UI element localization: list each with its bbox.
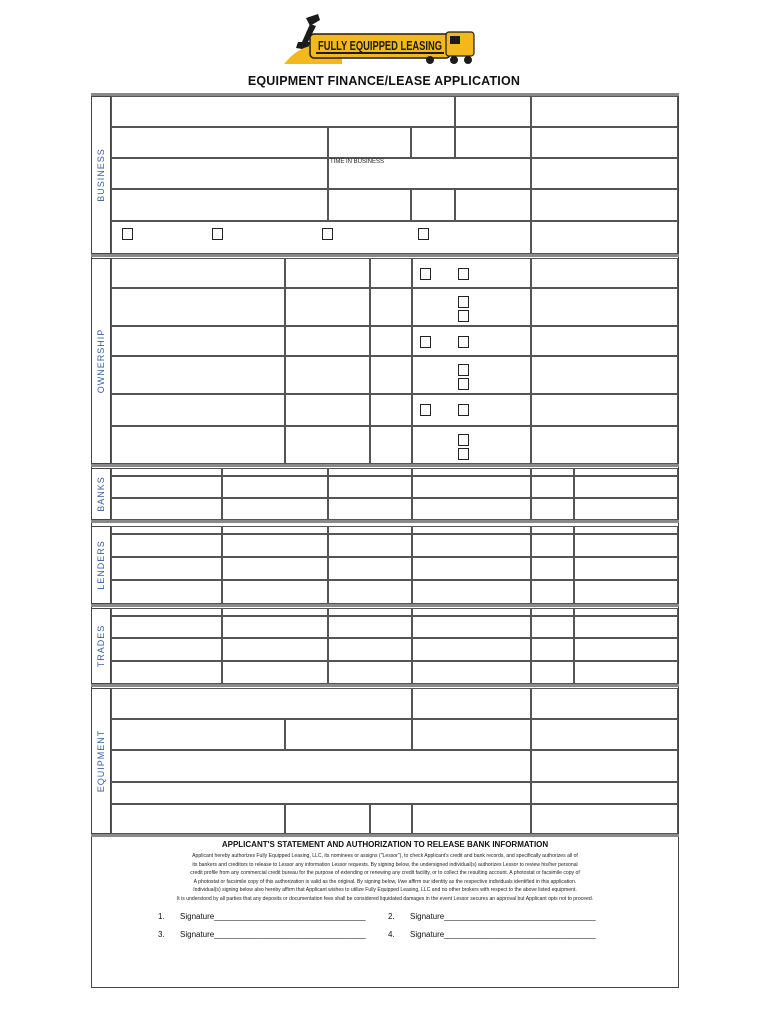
bank-field[interactable] [531,476,574,498]
bank-field[interactable] [222,476,328,498]
equipment-field[interactable] [531,719,678,750]
business-field[interactable] [455,189,531,221]
business-field[interactable] [531,158,678,189]
owner-title-field[interactable] [285,394,370,426]
trade-field[interactable] [328,616,412,638]
owner-field[interactable] [370,356,412,394]
owner-field[interactable] [531,356,678,394]
trade-field[interactable] [531,608,574,616]
lender-field[interactable] [111,526,222,534]
owner-yes-checkbox[interactable] [420,268,431,280]
trade-field[interactable] [412,661,531,684]
section-divider [91,834,679,837]
equipment-field[interactable] [531,782,678,804]
equipment-field[interactable] [531,804,678,834]
trade-field[interactable] [111,608,222,616]
trade-field[interactable] [328,638,412,661]
logo-wordmark: FULLY EQUIPPED LEASING [318,38,442,53]
equipment-field[interactable] [285,719,412,750]
bank-field[interactable] [111,476,222,498]
owner-field[interactable] [531,258,678,288]
equipment-field[interactable] [111,804,285,834]
form-title: EQUIPMENT FINANCE/LEASE APPLICATION [247,74,521,88]
statement-line: credit profile from any commercial credit bureau for the purpose of extending or renewing any credit facility, or to collect the resulting account. A photostat or facsimile copy of [190,870,580,877]
bank-field[interactable] [111,498,222,520]
business-field[interactable] [531,189,678,221]
equipment-field[interactable] [412,719,531,750]
section-divider [91,520,679,523]
bank-field[interactable] [531,498,574,520]
business-type-checkbox[interactable] [322,228,333,240]
statement-title: APPLICANT'S STATEMENT AND AUTHORIZATION TO RELEASE BANK INFORMATION [221,840,549,849]
statement-line: its bankers and creditors to release to Lessor any information Lessor requests. By signing below, the undersigned individual(s) authorizes Lessor to review his/her personal [192,861,578,868]
business-field[interactable] [411,189,455,221]
section-label-equipment: EQUIPMENT [96,729,106,793]
statement-line: Individual(s) signing below also hereby affirm that Applicant wishes to utilize Fully Equipped Leasing, LLC and no other brokers with respect to the above listed equipment. [193,887,577,894]
lender-field[interactable] [222,557,328,580]
bank-field[interactable] [412,476,531,498]
bank-field[interactable] [111,468,222,476]
owner-no-checkbox[interactable] [458,336,469,348]
lender-field[interactable] [531,534,574,557]
owner-field[interactable] [412,356,531,394]
trade-field[interactable] [412,638,531,661]
trade-field[interactable] [531,616,574,638]
lender-field[interactable] [222,526,328,534]
section-label-banks: BANKS [96,476,106,512]
owner-title-field[interactable] [285,258,370,288]
bank-field[interactable] [531,468,574,476]
owner-field[interactable] [412,426,531,464]
equipment-field[interactable] [111,782,531,804]
trade-field[interactable] [111,616,222,638]
business-type-checkbox[interactable] [122,228,133,240]
signature-line-2[interactable]: 2. Signature__________________________________ [388,912,596,921]
lender-field[interactable] [111,580,222,604]
trade-field[interactable] [412,616,531,638]
lender-field[interactable] [328,580,412,604]
section-label-lenders: LENDERS [96,540,106,590]
owner-field[interactable] [370,426,412,464]
owner-checkbox[interactable] [458,296,469,308]
owner-yes-checkbox[interactable] [420,336,431,348]
owner-name-field[interactable] [111,326,285,356]
signature-line-1[interactable]: 1. Signature__________________________________ [158,912,366,921]
equipment-field[interactable] [412,688,531,719]
owner-checkbox[interactable] [458,434,469,446]
bank-field[interactable] [222,498,328,520]
owner-field[interactable] [285,426,370,464]
bank-field[interactable] [574,468,678,476]
bank-field[interactable] [328,468,412,476]
signature-line-4[interactable]: 4. Signature__________________________________ [388,930,596,939]
trade-field[interactable] [222,616,328,638]
lender-field[interactable] [111,534,222,557]
lender-field[interactable] [531,526,574,534]
lender-field[interactable] [531,580,574,604]
bank-field[interactable] [412,468,531,476]
lender-field[interactable] [222,580,328,604]
business-address-field[interactable] [111,127,328,158]
business-field[interactable] [111,158,328,189]
equipment-field[interactable] [412,804,531,834]
statement-line: It is understood by all parties that any deposits or documentation fees shall be considered liquidated damages in the event Lessor secures an approval but Applicant opts not to proceed. [176,895,594,902]
owner-field[interactable] [285,288,370,326]
owner-no-checkbox[interactable] [458,268,469,280]
bank-field[interactable] [412,498,531,520]
owner-percent-field[interactable] [370,258,412,288]
statement-body [120,852,650,904]
lender-field[interactable] [412,534,531,557]
equipment-field[interactable] [111,750,531,782]
equipment-field[interactable] [531,688,678,719]
lender-field[interactable] [531,557,574,580]
owner-no-checkbox[interactable] [458,404,469,416]
business-field[interactable] [531,221,678,254]
section-divider [91,254,679,257]
section-label-cell [91,96,111,254]
business-type-field[interactable] [111,221,531,254]
bank-field[interactable] [574,498,678,520]
owner-percent-field[interactable] [370,326,412,356]
lender-field[interactable] [222,534,328,557]
lender-field[interactable] [328,534,412,557]
trade-field[interactable] [111,638,222,661]
equipment-field[interactable] [111,719,285,750]
lender-field[interactable] [111,557,222,580]
section-divider [91,684,679,687]
owner-name-field[interactable] [111,258,285,288]
owner-yes-checkbox[interactable] [420,404,431,416]
section-divider [91,604,679,607]
signature-line-3[interactable]: 3. Signature__________________________________ [158,930,366,939]
owner-checkbox[interactable] [458,378,469,390]
business-field[interactable] [531,96,678,127]
owner-title-field[interactable] [285,326,370,356]
section-label-cell [91,468,111,520]
section-divider [91,464,679,467]
trade-field[interactable] [111,661,222,684]
section-label-cell [91,526,111,604]
business-state-field[interactable] [411,127,455,158]
section-label-trades: TRADES [96,624,106,668]
business-name-field[interactable] [111,96,455,127]
owner-checkbox[interactable] [458,310,469,322]
trade-field[interactable] [574,661,678,684]
trade-field[interactable] [328,608,412,616]
business-city-field[interactable] [328,127,411,158]
trade-field[interactable] [328,661,412,684]
owner-field[interactable] [412,288,531,326]
trade-field[interactable] [531,638,574,661]
owner-field[interactable] [531,288,678,326]
owner-field[interactable] [531,394,678,426]
business-type-checkbox[interactable] [418,228,429,240]
owner-address-field[interactable] [111,288,285,326]
lender-field[interactable] [574,580,678,604]
trade-field[interactable] [574,616,678,638]
owner-checkbox[interactable] [458,448,469,460]
trade-field[interactable] [222,638,328,661]
section-label-cell [91,688,111,834]
trade-field[interactable] [222,661,328,684]
trade-field[interactable] [531,661,574,684]
section-label-business: BUSINESS [96,148,106,202]
equipment-field[interactable] [370,804,412,834]
owner-address-field[interactable] [111,426,285,464]
business-type-checkbox[interactable] [212,228,223,240]
owner-field[interactable] [531,426,678,464]
equipment-field[interactable] [285,804,370,834]
bank-field[interactable] [328,476,412,498]
lender-field[interactable] [574,557,678,580]
business-field[interactable] [328,189,411,221]
business-field[interactable] [531,127,678,158]
section-label-cell [91,608,111,684]
business-zip-field[interactable] [455,127,531,158]
company-logo [280,12,480,70]
bank-field[interactable] [222,468,328,476]
time-in-business-label: TIME IN BUSINESS [330,159,385,165]
owner-name-field[interactable] [111,394,285,426]
lender-field[interactable] [574,526,678,534]
trade-field[interactable] [412,608,531,616]
statement-line: A photostat or facsimile copy of this authorization is valid as the original. By signing below, I/we affirm our identity as the respective individuals identified in this application. [193,878,577,885]
lender-field[interactable] [412,557,531,580]
lender-field[interactable] [574,534,678,557]
section-label-ownership: OWNERSHIP [96,328,106,394]
owner-checkbox[interactable] [458,364,469,376]
lender-field[interactable] [412,580,531,604]
trade-field[interactable] [574,638,678,661]
owner-percent-field[interactable] [370,394,412,426]
business-field[interactable] [455,96,531,127]
equipment-description-field[interactable] [111,688,412,719]
equipment-field[interactable] [531,750,678,782]
owner-field[interactable] [370,288,412,326]
owner-field[interactable] [285,356,370,394]
owner-field[interactable] [531,326,678,356]
statement-line: Applicant hereby authorizes Fully Equipped Leasing, LLC, its nominees or assigns ("Lessor"), to check Applicant's credit and bank records, and specifically authorizes all of [192,853,578,859]
lender-field[interactable] [412,526,531,534]
trade-field[interactable] [222,608,328,616]
bank-field[interactable] [328,498,412,520]
lender-field[interactable] [328,526,412,534]
lender-field[interactable] [328,557,412,580]
owner-address-field[interactable] [111,356,285,394]
section-label-cell [91,258,111,464]
bank-field[interactable] [574,476,678,498]
trade-field[interactable] [574,608,678,616]
business-field[interactable] [111,189,328,221]
